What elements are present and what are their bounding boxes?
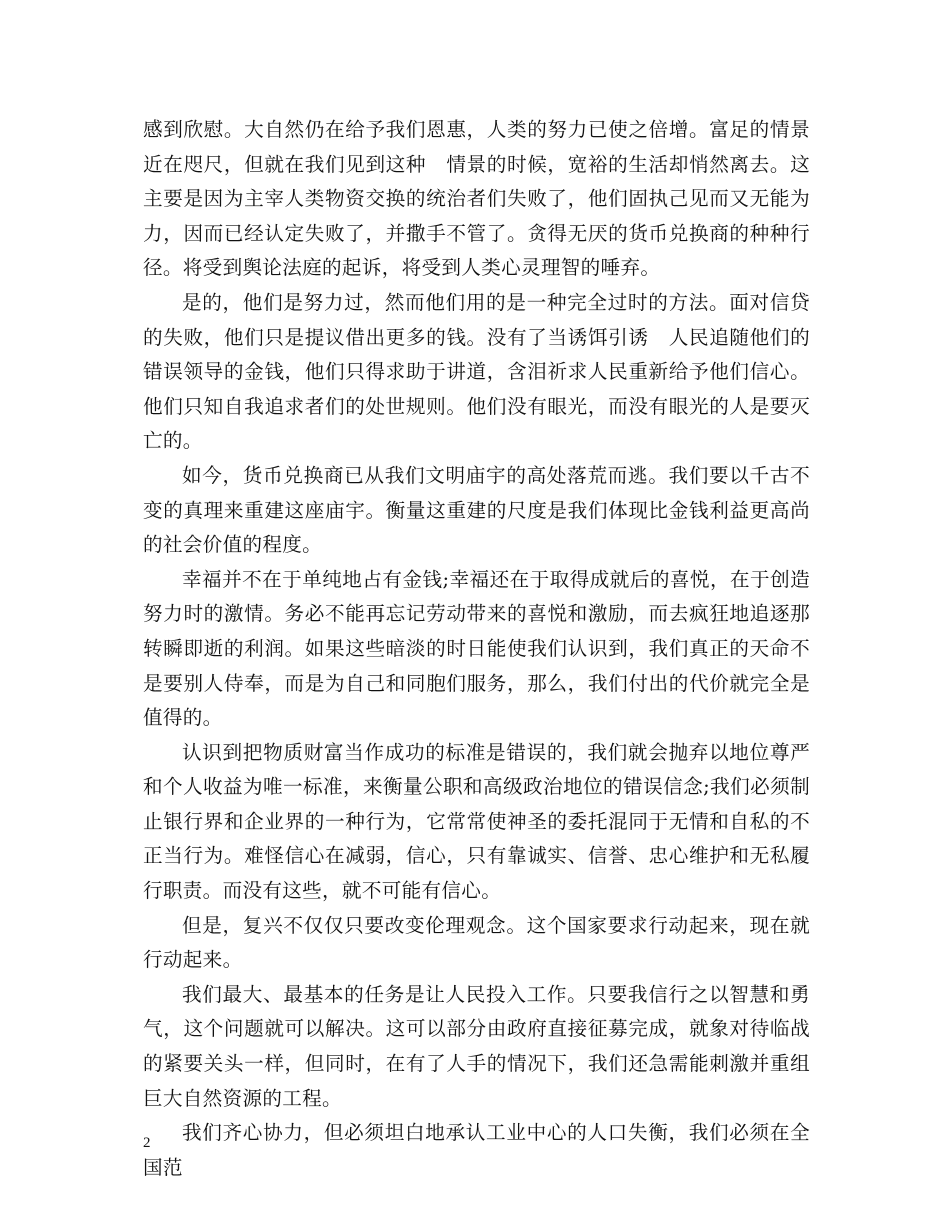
body-text xyxy=(143,113,810,1185)
paragraph-5: 认识到把物质财富当作成功的标准是错误的，我们就会抛弃以地位尊严和个人收益为唯一标准，来衡量公职和高级政治地位的错误信念;我们必须制止银行界和企业界的一种行为，它常常使神圣的委托混同于无情和自私的不正当行为。难怪信心在减弱，信心，只有靠诚实、信誉、忠心维护和无私履行职责。而没有这些，就不可能有信心。 xyxy=(143,740,810,903)
paragraph-6: 但是，复兴不仅仅只要改变伦理观念。这个国家要求行动起来，现在就行动起来。 xyxy=(143,913,810,972)
paragraph-8: 我们齐心协力，但必须坦白地承认工业中心的人口失衡，我们必须在全国范 xyxy=(143,1121,810,1179)
paragraph-1: 感到欣慰。大自然仍在给予我们恩惠，人类的努力已使之倍增。富足的情景近在咫尺，但就在我们见到这种 情景的时候，宽裕的生活却悄然离去。这主要是因为主宰人类物资交换的统治者们失败了，他们固执己见而又无能为力，因而已经认定失败了，并撒手不管了。贪得无厌的货币兑换商的种种行径。将受到舆论法庭的起诉，将受到人类心灵理智的唾弃。 xyxy=(143,118,810,280)
page-number: 2 xyxy=(143,1135,151,1151)
paragraph-2: 是的，他们是努力过，然而他们用的是一种完全过时的方法。面对信贷的失败，他们只是提议借出更多的钱。没有了当诱饵引诱 人民追随他们的错误领导的金钱，他们只得求助于讲道，含泪祈求人民重新给予他们信心。他们只知自我追求者们的处世规则。他们没有眼光，而没有眼光的人是要灭亡的。 xyxy=(143,290,810,453)
paragraph-3: 如今，货币兑换商已从我们文明庙宇的高处落荒而逃。我们要以千古不变的真理来重建这座庙宇。衡量这重建的尺度是我们体现比金钱利益更高尚的社会价值的程度。 xyxy=(143,463,810,557)
paragraph-4: 幸福并不在于单纯地占有金钱;幸福还在于取得成就后的喜悦，在于创造努力时的激情。务必不能再忘记劳动带来的喜悦和激励，而去疯狂地追逐那转瞬即逝的利润。如果这些暗淡的时日能使我们认识到，我们真正的天命不是要别人侍奉，而是为自己和同胞们服务，那么，我们付出的代价就完全是值得的。 xyxy=(143,567,810,730)
paragraph-7: 我们最大、最基本的任务是让人民投入工作。只要我信行之以智慧和勇气，这个问题就可以解决。这可以部分由政府直接征募完成，就象对待临战的紧要关头一样，但同时，在有了人手的情况下，我们还急需能刺激并重组巨大自然资源的工程。 xyxy=(143,982,810,1110)
